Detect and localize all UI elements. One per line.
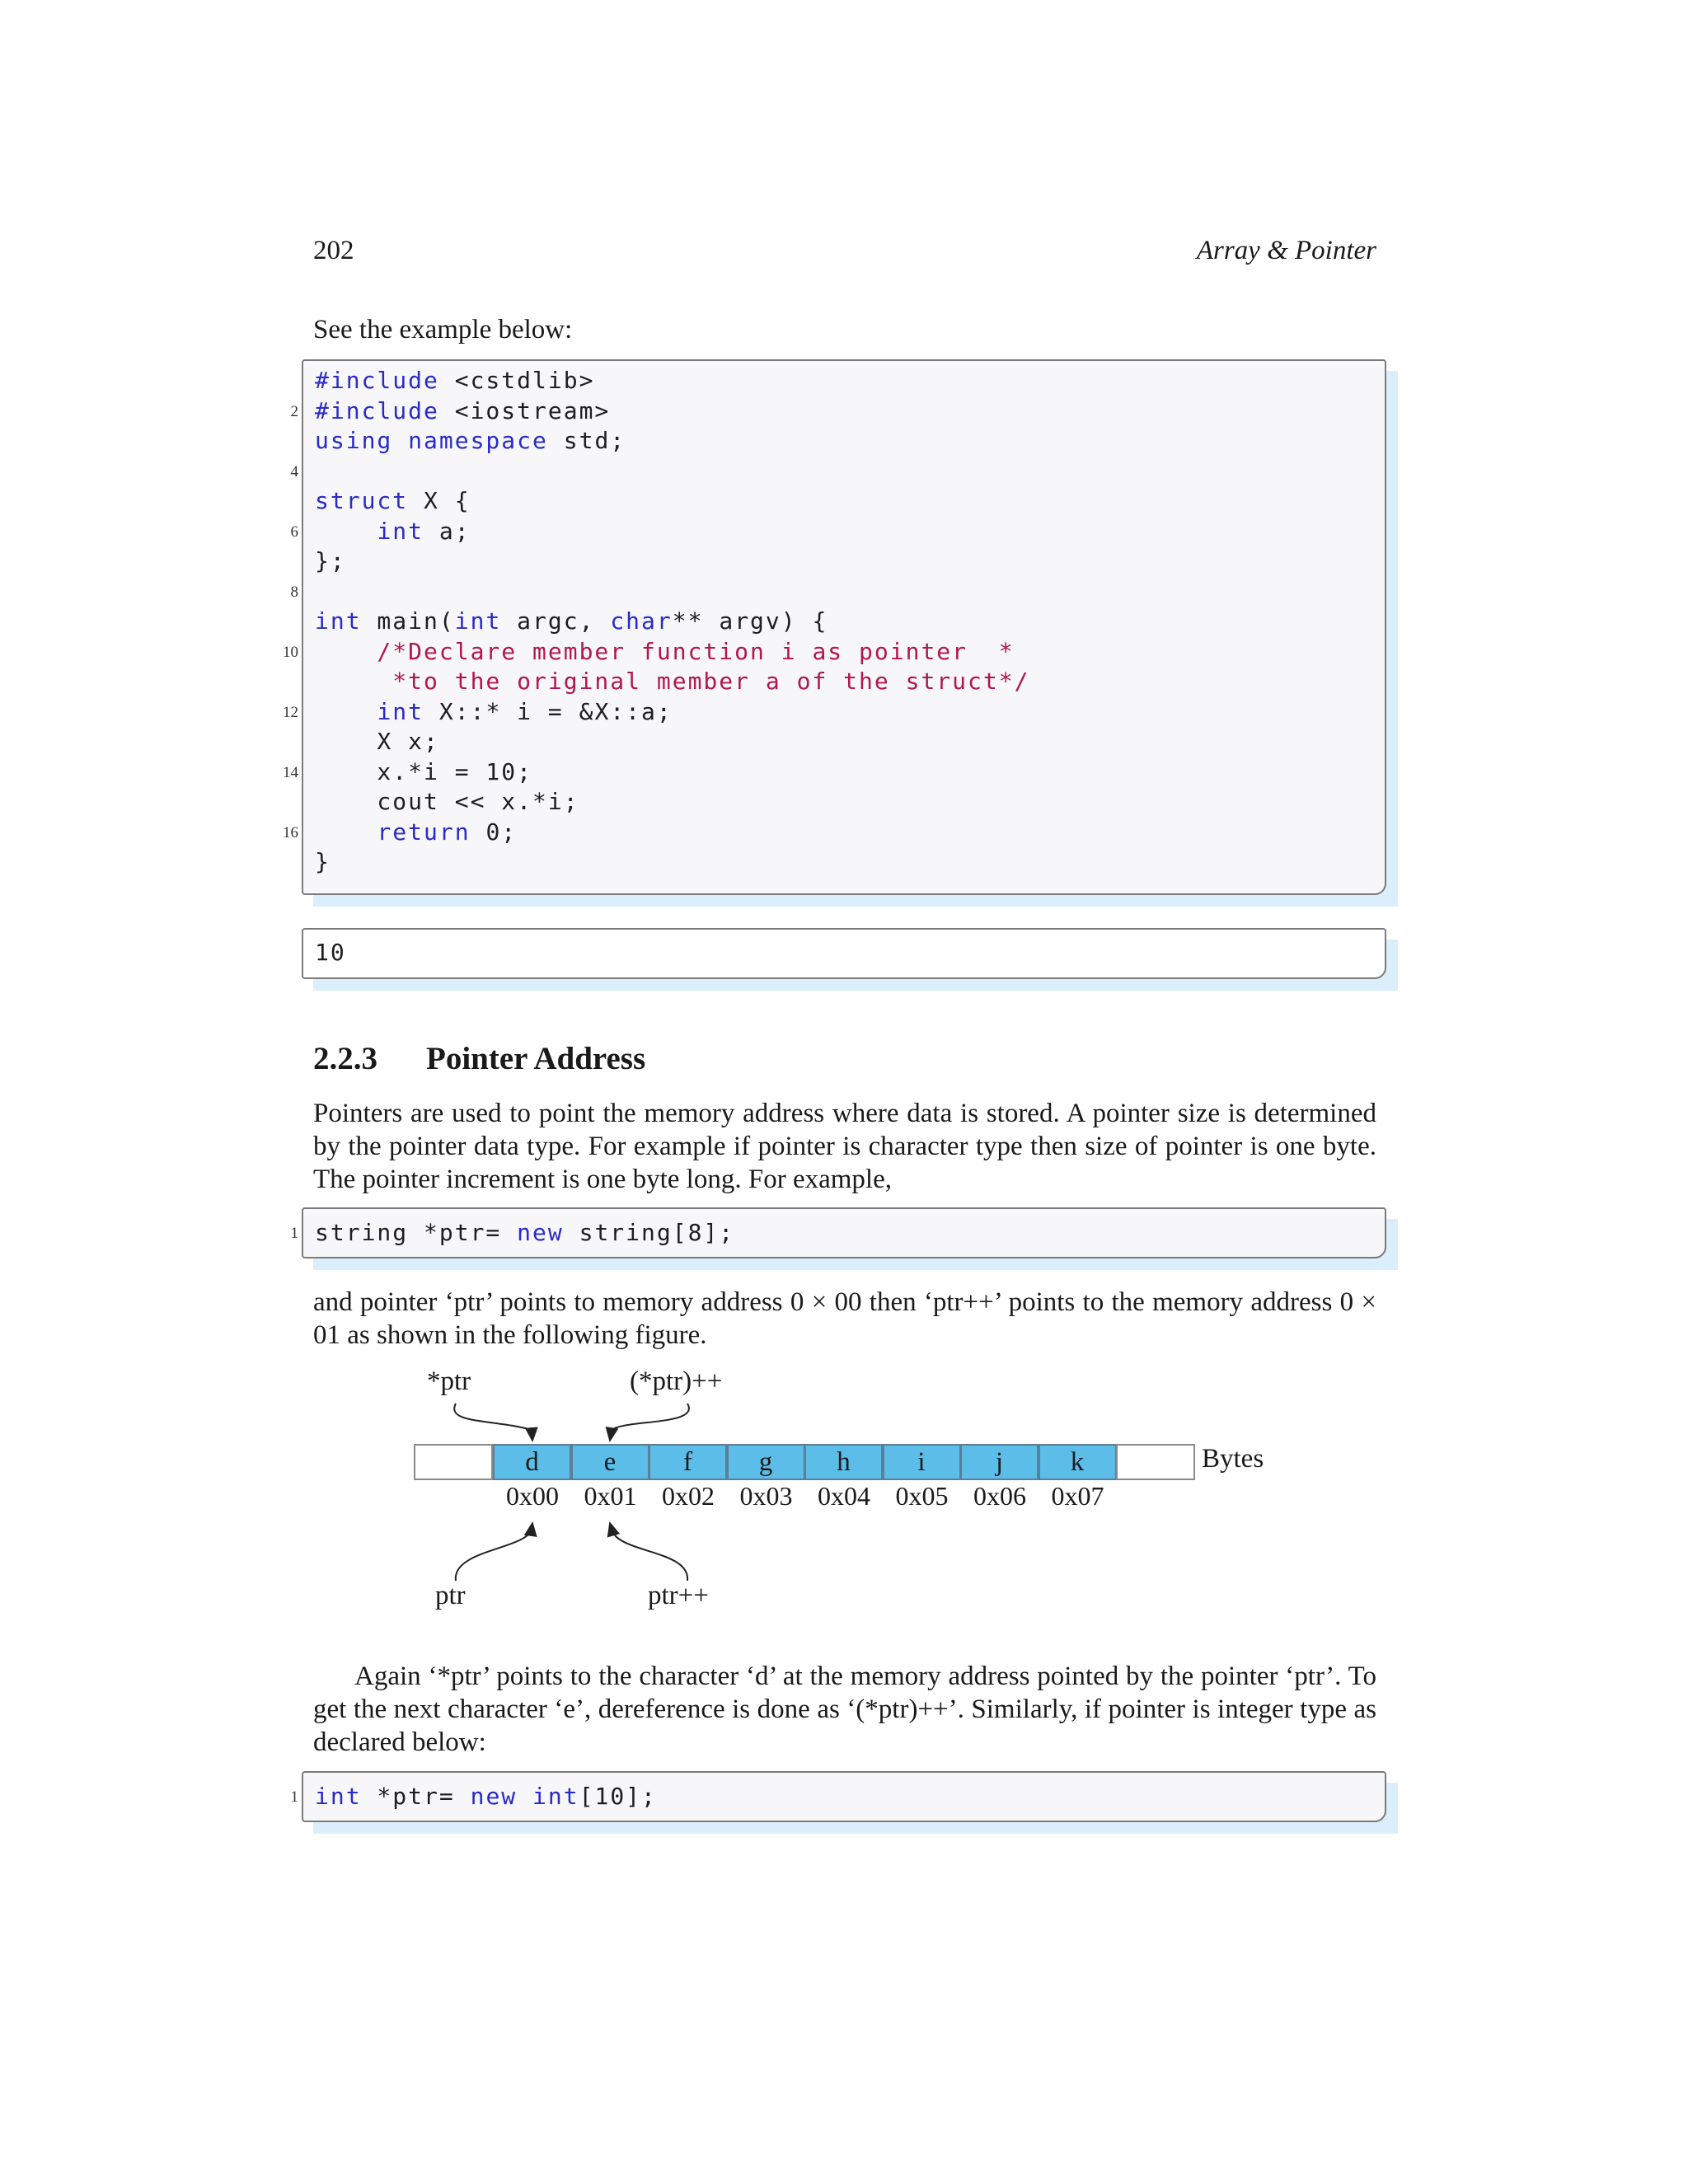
code-keyword: new [470, 1783, 518, 1810]
code-text: main( [361, 607, 455, 635]
code-keyword: new [517, 1219, 564, 1246]
code-comment: *to the original member a of the struct*/ [315, 668, 1030, 695]
bytes-label: Bytes [1202, 1444, 1264, 1474]
memory-cell: j [960, 1444, 1039, 1480]
line-number: 8 [290, 583, 298, 601]
paragraph-pointer-size: Pointers are used to point the memory address where data is stored. A pointer size is determined by the pointer data type. For example if pointer is character type then size of pointer is one byte. The pointer increment is one byte long. For example, [313, 1099, 1376, 1194]
memory-address: 0x04 [818, 1481, 870, 1511]
code-block-3-line [315, 1782, 657, 1811]
code-keyword: return [377, 818, 471, 846]
label-ptr: ptr [435, 1581, 466, 1610]
line-number: 12 [283, 703, 298, 721]
line-number: 16 [283, 823, 298, 841]
code-text: ** argv) { [672, 607, 828, 635]
code-text [517, 1783, 532, 1810]
line-number: 4 [290, 462, 298, 480]
paragraph-increment: and pointer ‘ptr’ points to memory address 0 × 00 then ‘ptr++’ points to the memory address 0 × 01 as shown in the following figure. [313, 1287, 1376, 1350]
code-keyword: int [532, 1783, 579, 1810]
code-text: argc, [501, 607, 611, 635]
code-text: x.*i = 10; [315, 757, 533, 785]
line-number: 2 [290, 402, 298, 420]
code-text: cout << x.*i; [315, 788, 579, 815]
intro-text: See the example below: [313, 315, 573, 344]
memory-cell-empty-left [414, 1444, 493, 1480]
code-text: *ptr= [361, 1783, 471, 1810]
memory-address: 0x03 [739, 1481, 793, 1511]
label-deref-ptr: *ptr [427, 1366, 471, 1396]
memory-cell: k [1039, 1444, 1117, 1480]
code-keyword: int [454, 607, 502, 635]
memory-cell: h [804, 1444, 883, 1480]
code-keyword: int [315, 1783, 362, 1810]
label-ptr-increment: ptr++ [648, 1581, 709, 1610]
memory-cell: i [883, 1444, 961, 1480]
code-keyword: char [610, 607, 673, 635]
line-number: 1 [290, 1225, 298, 1242]
section-title: Pointer Address [426, 1041, 646, 1076]
code-text: X x; [315, 728, 439, 755]
code-text: string *ptr= [315, 1219, 518, 1246]
memory-address: 0x07 [1051, 1481, 1104, 1511]
code-text: } [315, 848, 331, 875]
arrow-deref-increment [610, 1404, 689, 1441]
code-keyword: int [377, 517, 424, 545]
code-keyword: #include [315, 396, 439, 424]
code-text: std; [547, 427, 626, 454]
code-keyword: #include [315, 367, 439, 394]
memory-cell: e [571, 1444, 649, 1480]
code-text: }; [315, 547, 346, 574]
memory-cell: g [727, 1444, 805, 1480]
memory-address: 0x06 [973, 1481, 1026, 1511]
memory-address: 0x01 [584, 1481, 637, 1511]
code-comment: /*Declare member function i as pointer * [315, 637, 1015, 665]
code-text: a; [424, 517, 471, 545]
page-number: 202 [313, 236, 354, 265]
code-keyword: using namespace [315, 427, 548, 454]
paragraph-dereference: Again ‘*ptr’ points to the character ‘d’ at the memory address pointed by the pointer ‘ptr’. To get the next character ‘e’, dereference is done as ‘(*ptr)++’. Similarly, if pointer is integer type as declared below: [313, 1661, 1376, 1757]
memory-address: 0x05 [895, 1481, 949, 1511]
memory-cell-empty-right [1116, 1444, 1195, 1480]
code-text: string[8]; [563, 1219, 735, 1246]
section-number: 2.2.3 [313, 1041, 377, 1076]
line-number: 14 [283, 763, 298, 781]
label-deref-increment: (*ptr)++ [630, 1366, 723, 1396]
code-text: <cstdlib> [438, 367, 595, 394]
line-number: 10 [283, 643, 298, 661]
code-keyword: struct [315, 487, 409, 514]
code-text: 0; [470, 818, 518, 846]
code-keyword: int [315, 607, 362, 635]
memory-cell: d [493, 1444, 571, 1480]
code-keyword: int [377, 697, 424, 725]
memory-cell: f [649, 1444, 727, 1480]
code-text: [10]; [579, 1783, 657, 1810]
running-title: Array & Pointer [1196, 236, 1376, 265]
code-text: <iostream> [438, 396, 611, 424]
line-number: 6 [290, 523, 298, 541]
arrow-ptr [456, 1523, 532, 1581]
code-text: X::* i = &X::a; [424, 697, 673, 725]
line-number: 1 [290, 1788, 298, 1806]
arrow-ptr-increment [610, 1523, 687, 1581]
memory-address: 0x02 [662, 1481, 715, 1511]
code-text: X { [408, 487, 471, 514]
memory-address: 0x00 [506, 1481, 559, 1511]
output-text: 10 [315, 939, 346, 966]
arrow-deref-ptr [454, 1404, 532, 1441]
